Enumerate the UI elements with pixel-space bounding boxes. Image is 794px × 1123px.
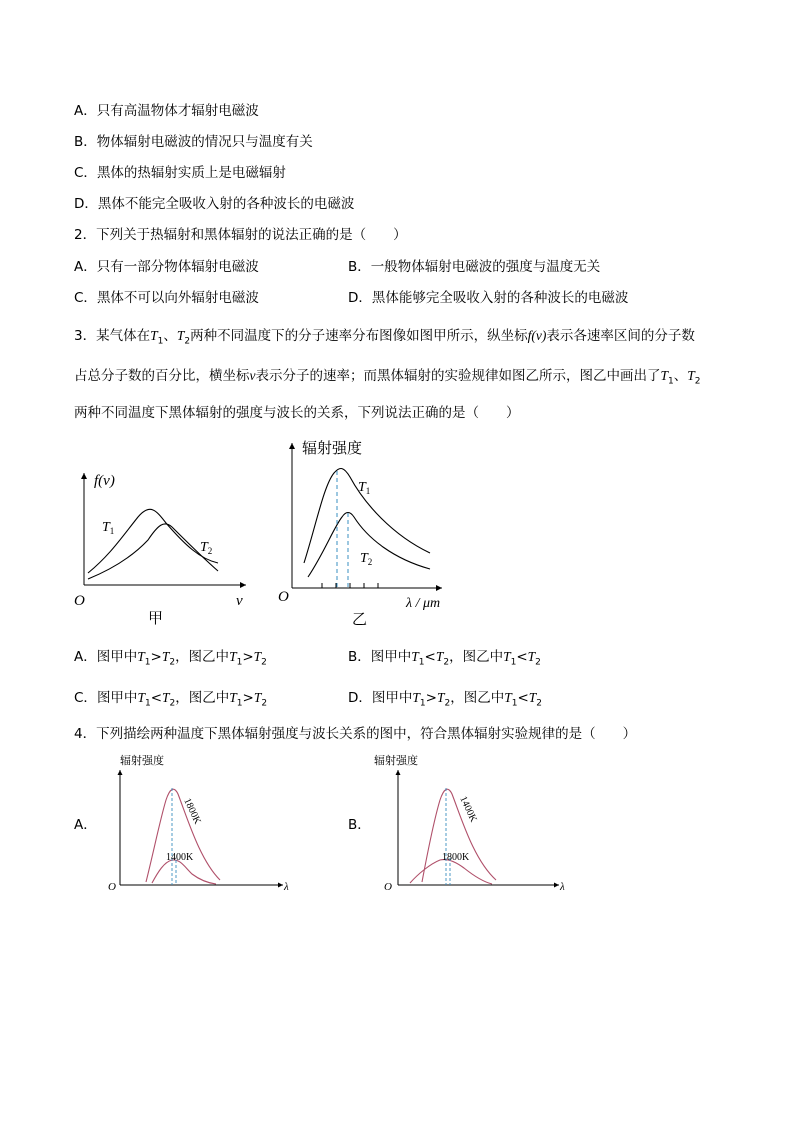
q3-option-b: B．图甲中$T_1<T_2$，图乙中$T_1<T_2$ [348, 649, 541, 668]
q4a-ylabel: 辐射强度 [120, 754, 164, 767]
yi-xlabel: λ / μm [406, 596, 441, 611]
yi-ylabel: 辐射强度 [302, 439, 363, 457]
q3-stem-line2: 占总分子数的百分比，横坐标v表示分子的速率；而黑体辐射的实验规律如图乙所示，图乙中画出了$T_1$、$T_2$ [74, 368, 701, 387]
q4a-xlabel: λ [284, 881, 289, 893]
q1-option-b: B．物体辐射电磁波的情况只与温度有关 [74, 134, 313, 150]
q4a-curve-low [152, 860, 216, 884]
q1-option-c: C．黑体的热辐射实质上是电磁辐射 [74, 165, 286, 181]
q3-figure-yi [272, 435, 462, 630]
q4b-curve-high [422, 789, 496, 882]
q4b-label-high: 1400K [457, 794, 479, 824]
q2-option-b: B．一般物体辐射电磁波的强度与温度无关 [348, 259, 601, 275]
q4a-label-high: 1800K [181, 796, 203, 826]
q4-option-b-letter: B． [348, 817, 371, 833]
jia-caption: 甲 [148, 609, 164, 627]
yi-curve-t2 [308, 513, 430, 578]
q4b-ylabel: 辐射强度 [374, 754, 418, 767]
q3-stem-line3: 两种不同温度下黑体辐射的强度与波长的关系，下列说法正确的是（ ） [74, 405, 520, 421]
yi-origin: O [278, 589, 289, 605]
yi-caption: 乙 [352, 610, 368, 628]
q3-option-c: C．图甲中$T_1<T_2$，图乙中$T_1>T_2$ [74, 690, 268, 709]
q3-option-d: D．图甲中$T_1>T_2$，图乙中$T_1<T_2$ [348, 690, 543, 709]
jia-xlabel: v [236, 593, 243, 609]
jia-ylabel: f(v) [94, 473, 115, 489]
q2-stem: 2．下列关于热辐射和黑体辐射的说法正确的是（ ） [74, 227, 407, 243]
q3-stem-line1: 3．某气体在$T_1$、$T_2$两种不同温度下的分子速率分布图像如图甲所示，纵坐标f(v)表示各速率区间的分子数 [74, 328, 695, 347]
jia-label-t2: $T_2$ [200, 540, 213, 556]
q4-option-b-graph [374, 750, 574, 895]
jia-curve-t1 [88, 509, 218, 573]
q4a-origin: O [108, 881, 116, 893]
jia-origin: O [74, 593, 85, 609]
q4b-xlabel: λ [560, 881, 565, 893]
q3-option-a: A．图甲中$T_1>T_2$，图乙中$T_1>T_2$ [74, 649, 267, 668]
q1-option-a: A．只有高温物体才辐射电磁波 [74, 103, 259, 119]
q2-option-d: D．黑体能够完全吸收入射的各种波长的电磁波 [348, 290, 629, 306]
yi-label-t2: $T_2$ [360, 551, 373, 567]
q4-stem: 4．下列描绘两种温度下黑体辐射强度与波长关系的图中，符合黑体辐射实验规律的是（ ） [74, 726, 637, 742]
q1-option-d: D．黑体不能完全吸收入射的各种波长的电磁波 [74, 196, 355, 212]
yi-curve-t1 [304, 468, 430, 563]
q4a-label-low: 1400K [166, 852, 194, 863]
q4-option-a-letter: A． [74, 817, 97, 833]
q4b-label-low: 1800K [442, 852, 470, 863]
q4b-origin: O [384, 881, 392, 893]
jia-label-t1: $T_1$ [102, 520, 115, 536]
q4-option-a-graph [100, 750, 300, 895]
q2-option-a: A．只有一部分物体辐射电磁波 [74, 259, 259, 275]
yi-label-t1: $T_1$ [358, 480, 371, 496]
q3-figure-jia [70, 465, 260, 630]
q2-option-c: C．黑体不可以向外辐射电磁波 [74, 290, 259, 306]
